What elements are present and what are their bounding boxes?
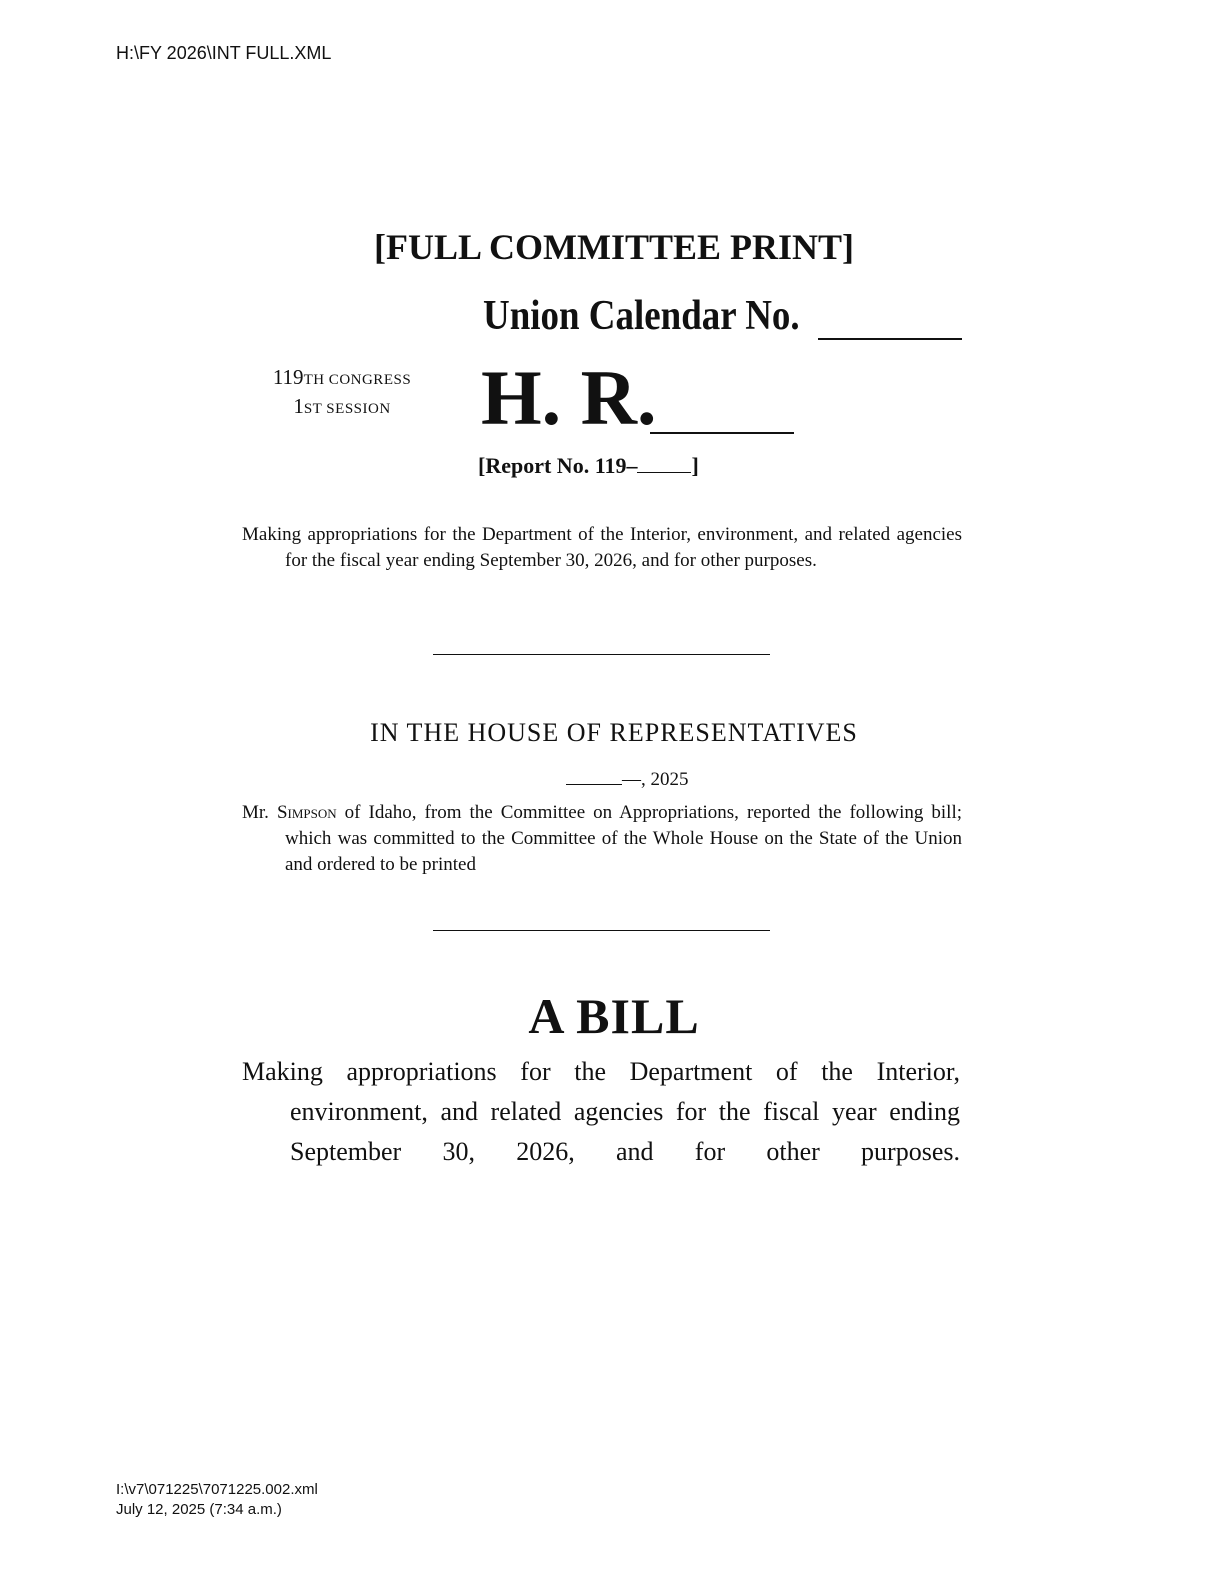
bill-heading: A BILL [528,988,700,1044]
session-suffix: ST SESSION [303,401,391,417]
print-title: [FULL COMMITTEE PRINT] [373,227,855,267]
report-number [478,452,699,480]
date-line [566,768,689,792]
sponsor-name: Simpson [276,802,337,823]
footer-file-path: I:\v7\071225\7071225.002.xml [116,1481,318,1498]
union-calendar-label: Union Calendar No. [483,293,800,339]
session-number: 1 [293,394,304,418]
divider-rule [433,654,770,655]
short-description: Making appropriations for the Department of the Interior, environment, and related agencies for the fiscal year ending September 30, 2026, and for other purposes. [242,524,962,571]
bill-designation: H. R. [481,354,657,441]
sponsor-statement [242,800,962,878]
union-calendar-blank [818,338,962,340]
date-suffix: —, 2025 [622,769,689,790]
sponsor-title: Mr. [242,802,269,823]
report-suffix: ] [691,453,699,478]
session-line [242,393,442,422]
congress-suffix: TH CONGRESS [303,372,412,388]
date-blank [566,770,622,785]
divider-rule [433,930,770,931]
report-prefix: [Report No. 119– [478,453,638,478]
congress-number: 119 [272,365,304,389]
header-file-path: H:\FY 2026\INT FULL.XML [116,43,332,63]
bill-number-blank [650,432,794,434]
report-number-blank [637,454,691,473]
footer-timestamp: July 12, 2025 (7:34 a.m.) [116,1501,282,1518]
congress-line [242,364,442,393]
house-heading: IN THE HOUSE OF REPRESENTATIVES [370,718,858,747]
long-description: Making appropriations for the Department of the Interior, environment, and related agencies for the fiscal year ending September 30, 2026, and for other purposes. [242,1057,960,1166]
footer [116,1480,318,1520]
sponsor-text: of Idaho, from the Committee on Appropriations, reported the following bill; which was committed to the Committee of the Whole House on the State of the Union and ordered to be printed [285,802,962,875]
congress-session-block [242,364,442,422]
